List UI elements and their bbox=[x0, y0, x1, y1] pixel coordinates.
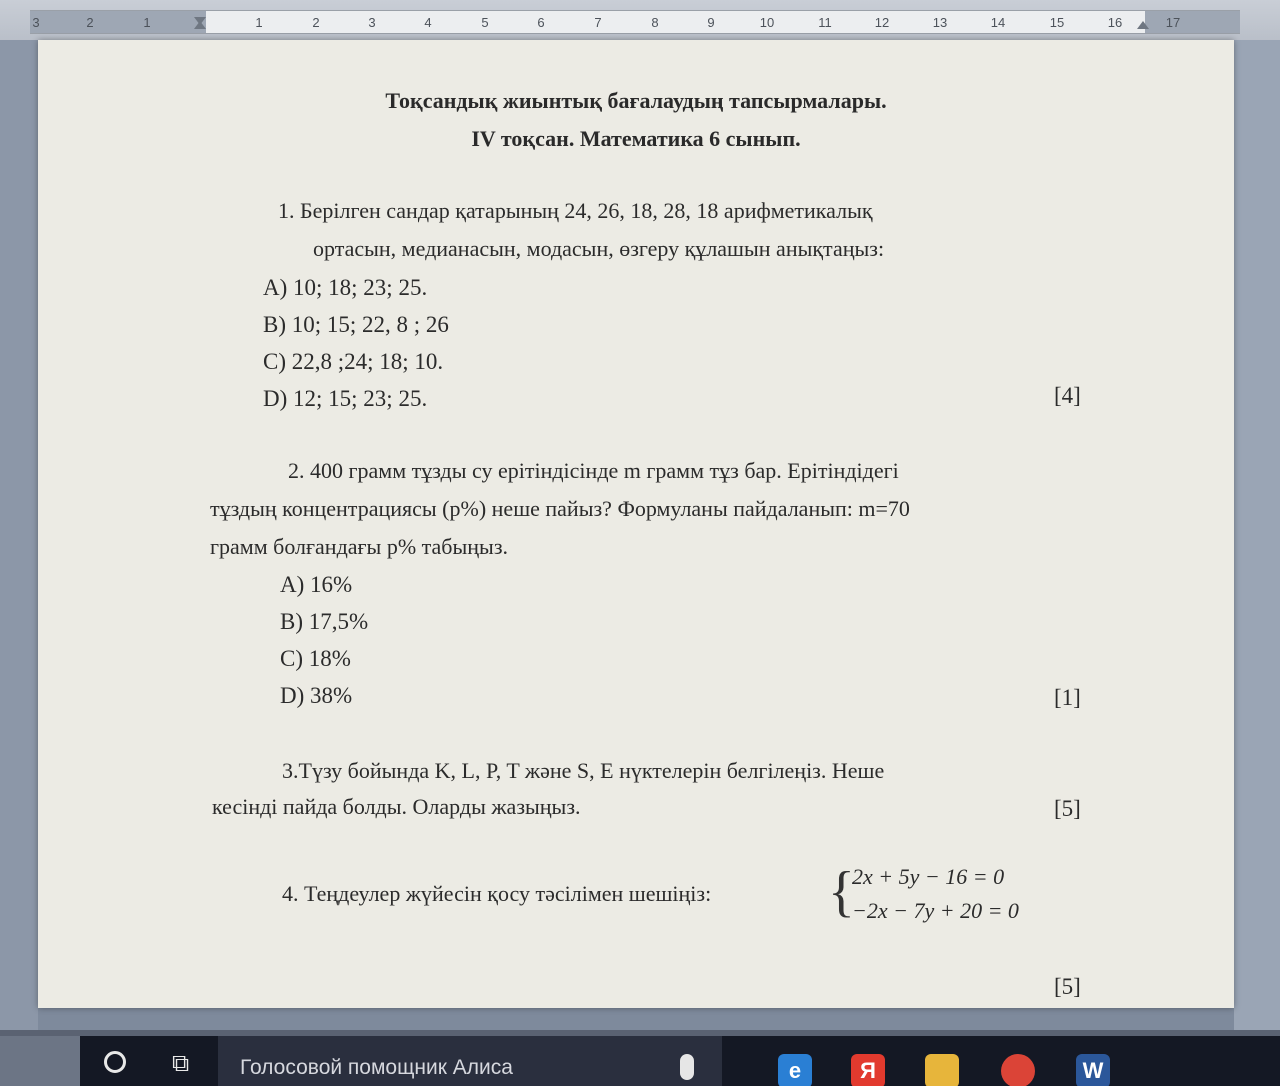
ruler-label: 5 bbox=[481, 15, 489, 30]
question-2-option-d: D) 38% bbox=[280, 683, 353, 708]
ruler-label: 11 bbox=[818, 15, 832, 30]
ruler-label: 7 bbox=[594, 15, 602, 30]
equation-2: −2x − 7y + 20 = 0 bbox=[852, 898, 1019, 923]
question-2-points: [1] bbox=[1054, 685, 1081, 710]
search-placeholder: Голосовой помощник Алиса bbox=[240, 1056, 513, 1079]
ruler-label: 17 bbox=[1165, 15, 1181, 30]
ruler-left-margin bbox=[30, 11, 206, 33]
question-1-option-d: D) 12; 15; 23; 25. bbox=[263, 386, 428, 411]
system-brace: { bbox=[828, 861, 855, 923]
question-1-option-c: C) 22,8 ;24; 18; 10. bbox=[263, 349, 444, 374]
edge-browser-icon[interactable]: e bbox=[778, 1054, 812, 1086]
question-1-option-a: A) 10; 18; 23; 25. bbox=[263, 275, 428, 300]
question-3-line-2: кесінді пайда болды. Оларды жазыңыз. bbox=[212, 794, 581, 819]
question-1-option-b: B) 10; 15; 22, 8 ; 26 bbox=[263, 312, 449, 337]
task-view-icon[interactable]: ⧉ bbox=[172, 1049, 190, 1077]
question-2-option-c: C) 18% bbox=[280, 646, 351, 671]
ruler-label: 12 bbox=[874, 15, 890, 30]
ruler-label: 3 bbox=[32, 15, 40, 30]
question-4-text: 4. Теңдеулер жүйесін қосу тәсілімен шешіңіз: bbox=[282, 881, 712, 906]
file-explorer-icon[interactable] bbox=[925, 1054, 959, 1086]
ruler-label: 6 bbox=[537, 15, 545, 30]
question-4-points: [5] bbox=[1054, 974, 1081, 999]
taskbar-search-box[interactable] bbox=[218, 1036, 722, 1086]
question-1-points: [4] bbox=[1054, 383, 1081, 408]
ruler-label: 3 bbox=[368, 15, 376, 30]
ruler-label: 2 bbox=[86, 15, 94, 30]
ruler-label: 15 bbox=[1049, 15, 1065, 30]
yandex-browser-icon[interactable]: Я bbox=[851, 1054, 885, 1086]
document-title: Тоқсандық жиынтық бағалаудың тапсырмалары. bbox=[385, 88, 887, 113]
right-indent-marker[interactable] bbox=[1137, 21, 1149, 29]
ruler-label: 16 bbox=[1107, 15, 1123, 30]
question-2-line-2: тұздың концентрациясы (р%) неше пайыз? Формуланы пайдаланып: m=70 bbox=[210, 496, 910, 521]
question-3-line-1: 3.Түзу бойында K, L, P, T және S, E нүктелерін белгілеңіз. Неше bbox=[282, 758, 885, 783]
document-page[interactable] bbox=[38, 40, 1234, 1008]
question-2-option-b: B) 17,5% bbox=[280, 609, 369, 634]
equation-system bbox=[828, 861, 1088, 930]
ruler-label: 9 bbox=[707, 15, 715, 30]
workspace-left bbox=[0, 40, 38, 1030]
ruler-label: 1 bbox=[143, 15, 151, 30]
cortana-circle-icon[interactable] bbox=[104, 1051, 126, 1073]
ruler-label: 2 bbox=[312, 15, 320, 30]
equation-1: 2x + 5y − 16 = 0 bbox=[852, 864, 1005, 889]
question-2-option-a: A) 16% bbox=[280, 572, 353, 597]
document-subtitle: IV тоқсан. Математика 6 сынып. bbox=[471, 126, 801, 151]
horizontal-ruler[interactable] bbox=[30, 10, 1240, 34]
microphone-icon[interactable] bbox=[680, 1054, 694, 1080]
ruler-right-margin bbox=[1145, 11, 1240, 33]
ruler-label: 14 bbox=[990, 15, 1006, 30]
ruler-label: 13 bbox=[932, 15, 948, 30]
question-1-line-1: 1. Берілген сандар қатарының 24, 26, 18, 28, 18 арифметикалық bbox=[278, 198, 873, 223]
word-app-icon[interactable]: W bbox=[1076, 1054, 1110, 1086]
hanging-indent-marker[interactable] bbox=[194, 21, 206, 29]
ruler-label: 4 bbox=[424, 15, 432, 30]
question-2-line-3: грамм болғандағы р% табыңыз. bbox=[210, 534, 509, 559]
screen-bezel-left bbox=[0, 1036, 80, 1086]
question-3-points: [5] bbox=[1054, 796, 1081, 821]
chrome-browser-icon[interactable] bbox=[1001, 1054, 1035, 1086]
ruler-label: 8 bbox=[651, 15, 659, 30]
ruler-label: 1 bbox=[255, 15, 263, 30]
question-1-line-2: ортасын, медианасын, модасын, өзгеру құлашын анықтаңыз: bbox=[313, 236, 885, 261]
question-2-line-1: 2. 400 грамм тұзды су ерітіндісінде m грамм тұз бар. Ерітіндідегі bbox=[288, 458, 899, 483]
ruler-label: 10 bbox=[759, 15, 775, 30]
workspace-right bbox=[1234, 40, 1280, 1030]
